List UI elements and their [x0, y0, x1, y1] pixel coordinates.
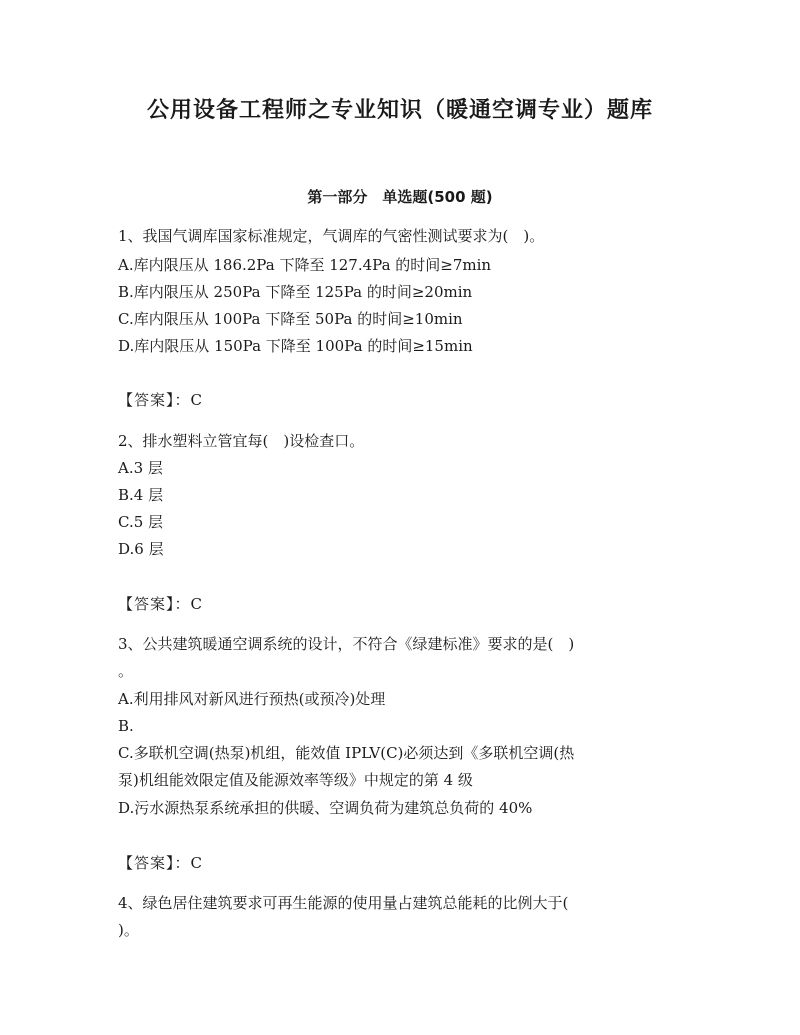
- question-3-option-a: A.利用排风对新风进行预热(或预冷)处理: [118, 690, 386, 708]
- question-1-option-a: A.库内限压从 186.2Pa 下降至 127.4Pa 的时间≥7min: [118, 256, 492, 274]
- question-1-option-d: D.库内限压从 150Pa 下降至 100Pa 的时间≥15min: [118, 337, 473, 355]
- question-3-option-c: C.多联机空调(热泵)机组，能效值 IPLV(C)必须达到《多联机空调(热: [118, 744, 575, 762]
- question-4-stem-continued: )。: [118, 921, 139, 939]
- question-1-stem: 1、我国气调库国家标准规定，气调库的气密性测试要求为( )。: [118, 227, 545, 245]
- question-2-option-d: D.6 层: [118, 540, 164, 558]
- question-2-option-a: A.3 层: [118, 459, 163, 477]
- document-title: 公用设备工程师之专业知识（暖通空调专业）题库: [146, 98, 653, 123]
- question-3-option-c-continued: 泵)机组能效限定值及能源效率等级》中规定的第 4 级: [118, 771, 473, 789]
- question-2-stem: 2、排水塑料立管宜每( )设检查口。: [118, 432, 365, 450]
- question-3-option-b: B.: [118, 717, 134, 735]
- question-1-answer: 【答案】：C: [118, 391, 203, 409]
- section-heading: 第一部分 单选题(500 题): [307, 188, 493, 206]
- question-4-stem: 4、绿色居住建筑要求可再生能源的使用量占建筑总能耗的比例大于(: [118, 894, 569, 912]
- question-3-stem: 3、公共建筑暖通空调系统的设计，不符合《绿建标准》要求的是( ): [118, 635, 575, 653]
- question-1-option-b: B.库内限压从 250Pa 下降至 125Pa 的时间≥20min: [118, 283, 473, 301]
- question-3-stem-continued: 。: [118, 662, 134, 680]
- question-2-option-b: B.4 层: [118, 486, 164, 504]
- question-1-option-c: C.库内限压从 100Pa 下降至 50Pa 的时间≥10min: [118, 310, 463, 328]
- question-2-answer: 【答案】：C: [118, 595, 203, 613]
- question-2-option-c: C.5 层: [118, 513, 164, 531]
- question-3-answer: 【答案】：C: [118, 854, 203, 872]
- question-3-option-d: D.污水源热泵系统承担的供暖、空调负荷为建筑总负荷的 40%: [118, 799, 533, 817]
